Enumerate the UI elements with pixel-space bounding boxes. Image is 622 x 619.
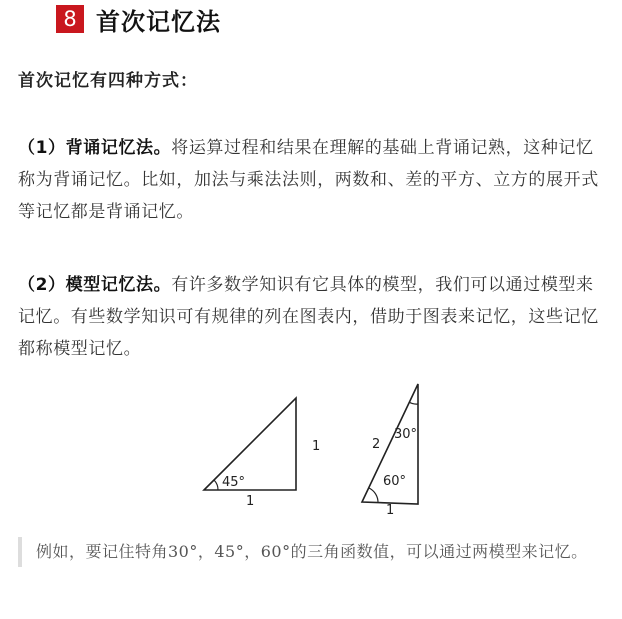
top-angle-label-30: 30° xyxy=(394,427,418,442)
intro-text: 首次记忆有四种方式： xyxy=(18,71,198,91)
bottom-angle-label-60: 60° xyxy=(383,474,407,489)
paragraph-body: 将运算过程和结果在理解的基础上背诵记熟，这种记忆称为背诵记忆。比如，加法与乘法法则，两数和、差的平方、立方的展开式等记忆都是背诵记忆。 xyxy=(18,138,599,222)
paragraph-lead: （2）模型记忆法。 xyxy=(18,275,172,295)
triangle-diagram xyxy=(196,378,436,518)
side-label-left: 1 xyxy=(312,439,321,454)
section-title: 首次记忆法 xyxy=(96,6,221,36)
section-header xyxy=(56,2,221,36)
angle-arc-45 xyxy=(214,480,218,490)
triangle-figure xyxy=(196,378,436,518)
section-number-badge: 8 xyxy=(56,5,84,33)
angle-arc-30 xyxy=(409,402,418,404)
hyp-label-right: 2 xyxy=(372,437,381,452)
paragraph-lead: （1）背诵记忆法。 xyxy=(18,138,172,158)
paragraph-body: 有许多数学知识有它具体的模型，我们可以通过模型来记忆。有些数学知识可有规律的列在图表内，借助于图表来记忆，这些记忆都称模型记忆。 xyxy=(18,275,599,359)
paragraph-model xyxy=(18,269,610,365)
example-quote: 例如，要记住特角30°，45°，60°的三角函数值，可以通过两模型来记忆。 xyxy=(18,537,622,567)
base-label-left: 1 xyxy=(246,494,255,509)
base-label-right: 1 xyxy=(386,503,395,518)
angle-label-45: 45° xyxy=(222,475,246,490)
angle-arc-60 xyxy=(369,488,378,503)
right-isosceles-triangle xyxy=(204,398,296,490)
paragraph-recitation xyxy=(18,132,610,228)
